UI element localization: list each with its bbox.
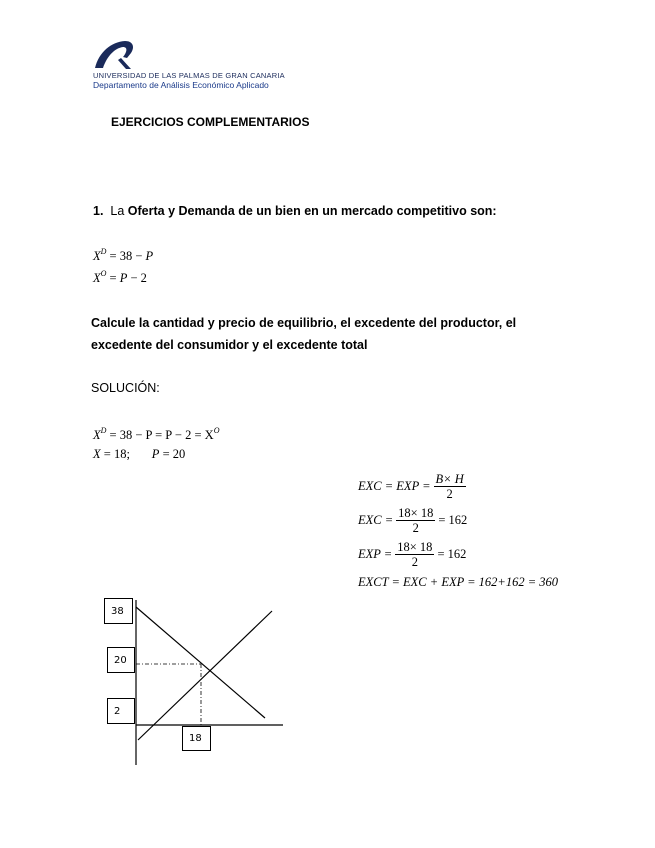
question-number: 1. xyxy=(93,204,104,218)
f2-num: 18× 18 xyxy=(398,506,434,520)
supply-curve xyxy=(138,611,272,740)
supply-var: X xyxy=(93,271,101,285)
supply-rhs-var: P xyxy=(119,271,128,285)
f3-den: 2 xyxy=(411,555,418,569)
question-text: Oferta y Demanda de un bien en un mercado competitivo son: xyxy=(127,204,497,218)
demand-var: X xyxy=(93,249,101,263)
sol-eq2-p: P xyxy=(151,447,160,461)
supply-equation xyxy=(93,269,147,286)
ulpgc-logo-icon xyxy=(93,38,138,72)
sol-eq1-sup1: D xyxy=(100,426,107,435)
label-price-2: 2 xyxy=(107,698,135,724)
supply-rhs: = xyxy=(109,271,120,285)
label-price-38: 38 xyxy=(104,598,133,624)
sol-eq2-p-val: = 20 xyxy=(159,447,186,461)
solution-eq-2 xyxy=(93,447,185,462)
department-name: Departamento de Análisis Económico Aplicado xyxy=(93,80,269,90)
supply-rhs-tail: − 2 xyxy=(127,271,147,285)
university-logo xyxy=(93,38,138,72)
demand-equation xyxy=(93,247,153,264)
label-price-20: 20 xyxy=(107,647,135,673)
university-name: UNIVERSIDAD DE LAS PALMAS DE GRAN CANARIA xyxy=(93,71,285,80)
f2-lhs: EXC = xyxy=(358,513,394,527)
formula-4: EXCT = EXC + EXP = 162+162 = 360 xyxy=(358,575,559,589)
task-line-2: excedente del consumidor y el excedente total xyxy=(91,338,368,352)
question-prefix: La xyxy=(110,204,125,218)
f3-lhs: EXP = xyxy=(358,547,393,561)
solution-label: SOLUCIÓN: xyxy=(91,381,160,395)
formula-1 xyxy=(358,472,469,501)
label-quantity-18: 18 xyxy=(182,726,211,751)
formula-2 xyxy=(358,506,470,535)
f1-fraction xyxy=(434,472,466,501)
sol-eq1-sup2: O xyxy=(213,426,220,435)
question-1 xyxy=(93,204,497,218)
sol-eq2-x: X xyxy=(93,447,101,461)
demand-rhs: = 38 − xyxy=(109,249,146,263)
sol-eq1-mid: = 38 − P = P − 2 = X xyxy=(106,428,214,442)
f1-lhs: EXC = EXP = xyxy=(358,479,431,493)
f1-num: B× H xyxy=(435,472,464,486)
supply-sup: O xyxy=(100,269,107,278)
page-title: EJERCICIOS COMPLEMENTARIOS xyxy=(111,115,310,129)
f2-rhs: = 162 xyxy=(438,513,468,527)
solution-eq-1 xyxy=(93,426,219,443)
f3-rhs: = 162 xyxy=(437,547,467,561)
f2-fraction xyxy=(396,506,435,535)
sol-eq1-lhs: X xyxy=(93,428,101,442)
f1-den: 2 xyxy=(446,487,453,501)
demand-rhs-var: P xyxy=(145,249,154,263)
demand-curve xyxy=(136,607,265,718)
sol-eq2-x-val: = 18; xyxy=(100,447,130,461)
formula-3 xyxy=(358,540,469,569)
f3-num: 18× 18 xyxy=(397,540,433,554)
task-line-1: Calcule la cantidad y precio de equilibrio, el excedente del productor, el xyxy=(91,316,517,330)
demand-sup: D xyxy=(100,247,107,256)
f2-den: 2 xyxy=(412,521,419,535)
f3-fraction xyxy=(395,540,434,569)
